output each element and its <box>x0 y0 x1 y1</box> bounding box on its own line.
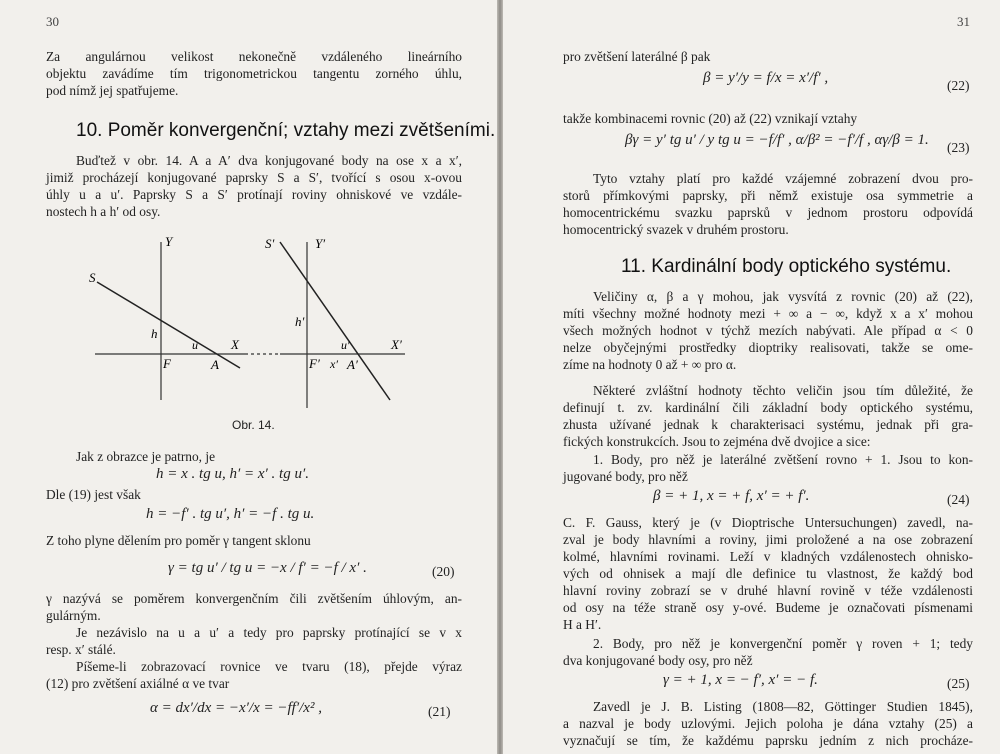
text-line: zval je body hlavními a roviny, jimi proložené a na ose zobrazení <box>563 532 973 547</box>
label-u: u <box>192 338 198 352</box>
text-line: gulárným. <box>46 608 101 623</box>
text-line: zhusta užívané jednak k charakterisaci systému, jednak při gra- <box>563 417 973 432</box>
text-line: Jak z obrazce je patrno, je <box>76 449 216 464</box>
text-line: pod nímž jej spatřujeme. <box>46 83 179 98</box>
text-line: Je nezávislo na u a u′ a tedy pro paprsky protínající se v x <box>76 625 462 640</box>
text-line: Tyto vztahy platí pro každé vzájemné zobrazení dvou pro- <box>593 171 973 186</box>
label-F-prime: F′ <box>309 356 320 371</box>
label-h-prime: h′ <box>295 314 305 329</box>
section-title: 11. Kardinální body optického systému. <box>621 256 952 277</box>
text-line: Dle (19) jest však <box>46 487 141 502</box>
text-line: (12) pro zvětšení axiálné α ve tvar <box>46 676 230 691</box>
equation-number: (23) <box>947 140 970 155</box>
text-line: homocentrickému svazku paprsků v jednom prostoru odpovídá <box>563 205 973 220</box>
text-line: a nazval je body uzlovými. Jejich poloha je dána vztahy (25) a <box>563 716 973 731</box>
page-number: 30 <box>46 14 59 29</box>
text-line: Píšeme-li zobrazovací rovnice ve tvaru (18), přejde výraz <box>76 659 462 674</box>
right-page <box>503 0 1000 754</box>
text-line: Buďtež v obr. 14. A a A′ dva konjugované body na ose x a x′, <box>76 153 462 168</box>
equation-number: (25) <box>947 676 970 691</box>
equation-number: (20) <box>432 564 455 579</box>
equation-21: α = dx′/dx = −x′/x = −ff′/x² , <box>150 700 322 716</box>
equation-number: (22) <box>947 78 970 93</box>
label-S: S <box>89 270 96 285</box>
text-line: Veličiny α, β a γ mohou, jak vysvítá z rovnic (20) až (22), <box>593 289 973 304</box>
section-title: 10. Poměr konvergenční; vztahy mezi zvětšeními. <box>76 120 496 141</box>
text-line: 1. Body, pro něž je laterálné zvětšení rovno + 1. Jsou to kon- <box>593 452 973 467</box>
equation: h = −f′ . tg u′, h′ = −f . tg u. <box>146 506 315 522</box>
text-line: všech možných hodnot v týchž mezích nabývati. Ale případ α < 0 <box>563 323 973 338</box>
label-S-prime: S′ <box>265 236 275 251</box>
text-line: storů přímkovými paprsky, při němž existuje osa symmetrie a <box>563 188 973 203</box>
equation-22: β = y′/y = f/x = x′/f′ , <box>703 70 829 86</box>
equation: h = x . tg u, h′ = x′ . tg u′. <box>156 466 309 482</box>
figure-14 <box>85 230 425 415</box>
text-line: dva konjugované body osy, pro něž <box>563 653 753 668</box>
label-A-prime: A′ <box>347 357 358 372</box>
text-line: pro zvětšení laterálné β pak <box>563 49 711 64</box>
text-line: nostech h a h′ od osy. <box>46 204 161 219</box>
text-line: Zavedl je J. B. Listing (1808—82, Göttinger Studien 1845), <box>593 699 973 714</box>
text-line: hlavní roviny zobrazí se v druhé hlavní rovině v téže vzdálenosti <box>563 583 973 598</box>
label-h: h <box>151 326 158 341</box>
label-X-prime: X′ <box>391 337 402 352</box>
equation-number: (24) <box>947 492 970 507</box>
text-line: C. F. Gauss, který je (v Dioptrische Untersuchungen) zavedl, na- <box>563 515 973 530</box>
text-line: objektu zavádíme tím trigonometrickou tangentu zorného úhlu, <box>46 66 462 81</box>
label-Y-prime: Y′ <box>315 236 326 251</box>
text-line: kolmé, hlavními rovinami. Leží v kladných vzdálenostech ohnisko- <box>563 549 973 564</box>
label-x-prime: x′ <box>330 357 338 371</box>
text-line: míti všechny možné hodnoty mezi + ∞ a − ∞, když x a x′ mohou <box>563 306 973 321</box>
equation-20: γ = tg u′ / tg u = −x / f′ = −f / x′ . <box>168 560 367 576</box>
text-line: γ nazývá se poměrem konvergenčním čili zvětšením úhlovým, an- <box>46 591 462 606</box>
text-line: nelze obyčejnými prostředky dioptriky realisovati, takže se ome- <box>563 340 973 355</box>
equation-23: βγ = y′ tg u′ / y tg u = −f/f′ , α/β² = −f′/f , αγ/β = 1. <box>625 132 929 148</box>
text-line: 2. Body, pro něž je konvergenční poměr γ roven + 1; tedy <box>593 636 973 651</box>
label-F: F <box>163 356 171 371</box>
text-line: definují t. zv. kardinální čili základní body optického systému, <box>563 400 973 415</box>
text-line: takže kombinacemi rovnic (20) až (22) vznikají vztahy <box>563 111 858 126</box>
text-line: homocentrický svazek v druhém prostoru. <box>563 222 789 237</box>
equation-24: β = + 1, x = + f, x′ = + f′. <box>653 488 810 504</box>
text-line: jimiž procházejí konjugované paprsky S a S′, tvořící s osou x-ovou <box>46 170 462 185</box>
text-line: Z toho plyne dělením pro poměr γ tangent sklonu <box>46 533 311 548</box>
text-line: Za angulárnou velikost nekonečně vzdáleného lineárního <box>46 49 462 64</box>
text-line: od osy na téže straně osy y-ové. Budeme je označovati písmenami <box>563 600 973 615</box>
text-line: H a H′. <box>563 617 602 632</box>
left-page <box>0 0 497 754</box>
page-number: 31 <box>957 14 970 29</box>
figure-caption: Obr. 14. <box>232 418 275 432</box>
text-line: úhly u a u′. Paprsky S a S′ protínají roviny ohniskové ve vzdále- <box>46 187 462 202</box>
text-line: jugované body, pro něž <box>563 469 688 484</box>
text-line: fických konstrukcích. Jsou to zejména dvě dvojice a sice: <box>563 434 871 449</box>
label-X: X <box>231 337 239 352</box>
equation-number: (21) <box>428 704 451 719</box>
text-line: resp. x′ stálé. <box>46 642 116 657</box>
label-Y: Y <box>165 234 173 249</box>
text-line: vyznačují se tím, že každému paprsku jedním z nich procháze- <box>563 733 973 748</box>
text-line: vých od ohnisek a mají dle definice tu vlastnost, že každý bod <box>563 566 973 581</box>
text-line: Některé zvláštní hodnoty těchto veličin jsou tím důležité, že <box>593 383 973 398</box>
label-u-prime: u′ <box>341 338 350 352</box>
label-A: A <box>211 357 219 372</box>
text-line: zíme na hodnoty 0 až + ∞ pro α. <box>563 357 737 372</box>
equation-25: γ = + 1, x = − f′, x′ = − f. <box>663 672 818 688</box>
